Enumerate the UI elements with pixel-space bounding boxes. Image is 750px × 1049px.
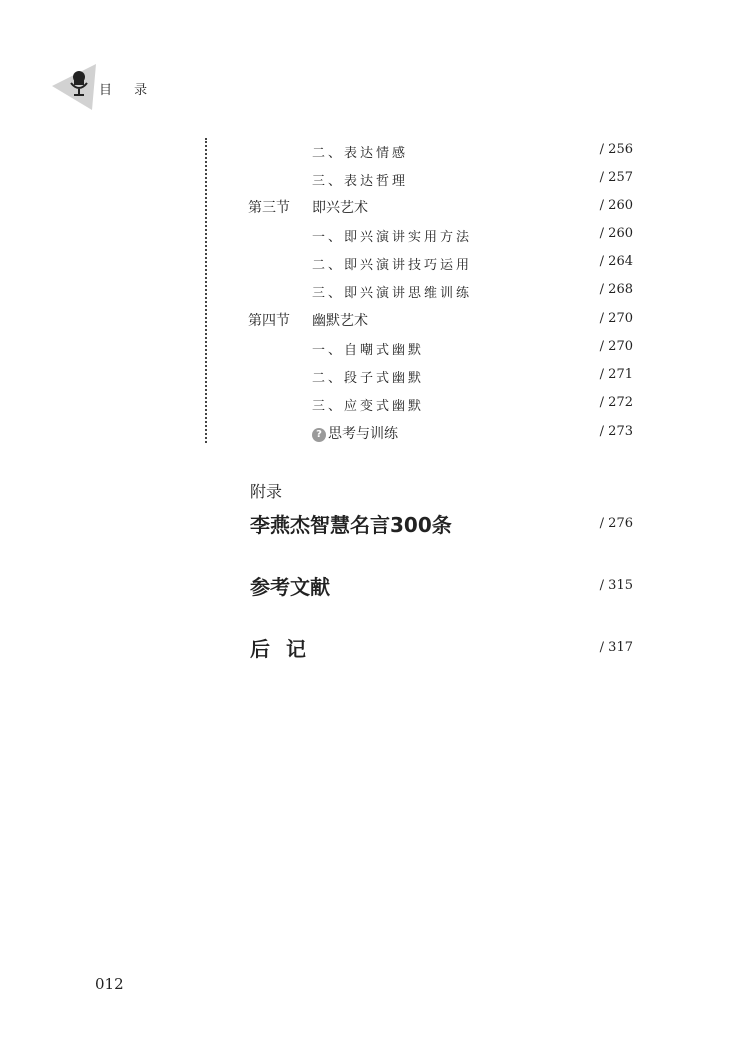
toc-item-page: / 268 — [599, 282, 633, 297]
toc-section-page: / 270 — [599, 311, 633, 326]
toc-section[interactable] — [0, 308, 750, 330]
toc-item-title: 三、表达哲理 — [312, 174, 409, 189]
toc-item-title: 一、即兴演讲实用方法 — [312, 230, 473, 245]
toc-item-title: 一、自嘲式幽默 — [312, 343, 425, 358]
toc-item-title: 三、应变式幽默 — [312, 399, 425, 414]
toc-item-page: / 256 — [599, 142, 633, 157]
toc-item[interactable] — [0, 251, 750, 273]
appendix-page: / 276 — [599, 516, 633, 531]
toc-think-page: / 273 — [599, 424, 633, 439]
references-title: 参考文献 — [250, 575, 330, 599]
afterword-page: / 317 — [599, 640, 633, 655]
toc-item-page: / 270 — [599, 339, 633, 354]
toc-item[interactable] — [0, 279, 750, 301]
toc-item-page: / 272 — [599, 395, 633, 410]
afterword-entry[interactable] — [0, 633, 750, 663]
afterword-title: 后记 — [250, 637, 322, 661]
toc-section-title: 即兴艺术 — [312, 200, 368, 216]
appendix-title: 李燕杰智慧名言300条 — [250, 513, 452, 537]
toc-item-page: / 257 — [599, 170, 633, 185]
toc-item[interactable] — [0, 223, 750, 245]
toc-section-title: 幽默艺术 — [312, 313, 368, 329]
toc-think-title-wrap — [312, 423, 398, 443]
toc-think-title: 思考与训练 — [328, 426, 398, 442]
references-entry[interactable] — [0, 571, 750, 601]
toc-item-title: 二、段子式幽默 — [312, 371, 425, 386]
toc-item-title: 二、即兴演讲技巧运用 — [312, 258, 473, 273]
toc-item-page: / 260 — [599, 226, 633, 241]
toc-item[interactable] — [0, 139, 750, 161]
appendix-label: 附录 — [250, 482, 283, 501]
toc-item-title: 三、即兴演讲思维训练 — [312, 286, 473, 301]
toc-section-page: / 260 — [599, 198, 633, 213]
toc-section-number: 第三节 — [248, 200, 290, 216]
toc-item[interactable] — [0, 392, 750, 414]
appendix-entry[interactable] — [0, 509, 750, 539]
toc-section-number: 第四节 — [248, 313, 290, 329]
toc-section[interactable] — [0, 195, 750, 217]
toc-item[interactable] — [0, 336, 750, 358]
toc-item[interactable] — [0, 364, 750, 386]
toc-item-page: / 264 — [599, 254, 633, 269]
toc-item-title: 二、表达情感 — [312, 146, 409, 161]
toc-item-page: / 271 — [599, 367, 633, 382]
chapter-header — [52, 62, 157, 112]
toc-item[interactable] — [0, 167, 750, 189]
references-page: / 315 — [599, 578, 633, 593]
page-number: 012 — [95, 975, 124, 993]
toc-think-training[interactable] — [0, 421, 750, 443]
header-title: 目 录 — [99, 83, 157, 98]
question-icon: ? — [312, 428, 326, 442]
